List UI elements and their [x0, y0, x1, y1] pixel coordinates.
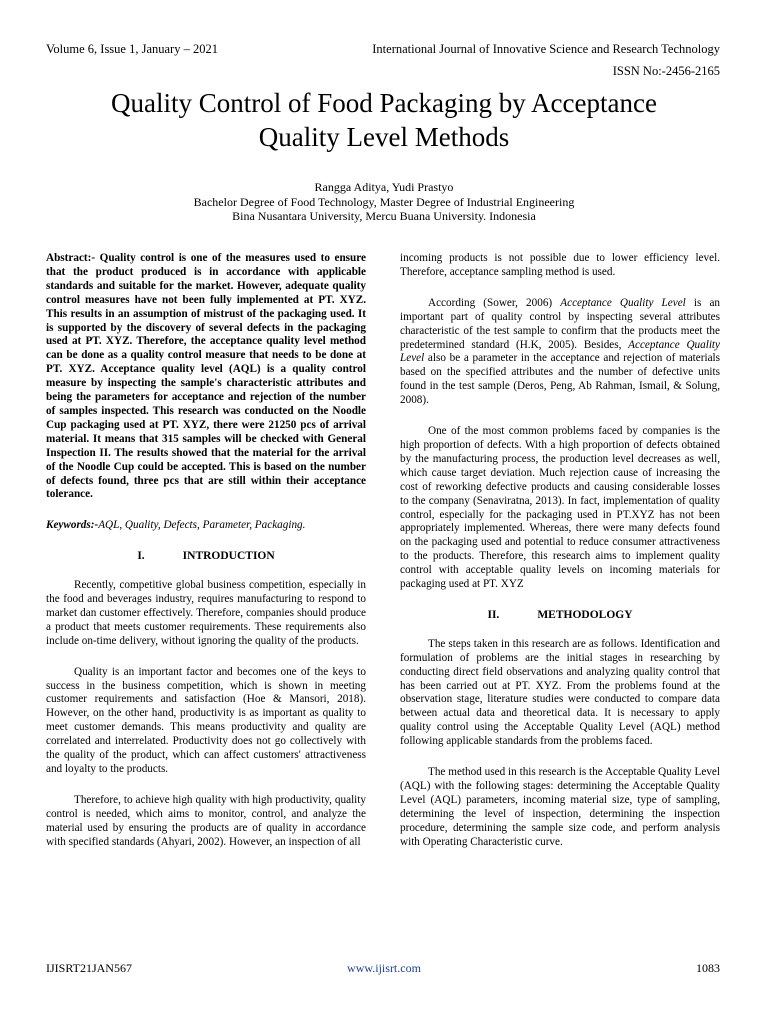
paragraph: Quality is an important factor and becomes one of the keys to success in the business competition, which is shown in meeting customer requirements and satisfaction (Hoe & Mansori, 2018). However, on the other hand, productivity is as important as quality to meet customer demands. This means productivity and quality are correlated and interrelated. Productivity does not go collectively with the quality of the product, which can affect customers' attractiveness and loyalty to the products.: [46, 665, 366, 775]
section-title: INTRODUCTION: [182, 550, 275, 563]
text-run: also be a parameter in the acceptance and rejection of materials based on the specified attributes and the number of defective units found in the test sample (Deros, Peng, Ab Rahman, Ismail, & Solung, 2008).: [400, 352, 720, 407]
text-run: According (Sower, 2006): [428, 296, 561, 309]
author-degrees: Bachelor Degree of Food Technology, Master Degree of Industrial Engineering: [193, 194, 575, 209]
journal-url-link[interactable]: www.ijisrt.com: [347, 961, 421, 975]
title-line: Quality Level Methods: [258, 122, 510, 152]
paragraph: incoming products is not possible due to lower efficiency level. Therefore, acceptance sampling method is used.: [400, 252, 720, 278]
right-column: [400, 252, 720, 867]
title-line: Quality Control of Food Packaging by Acceptance: [111, 88, 657, 118]
page-number: 1083: [696, 961, 720, 975]
keywords: [46, 519, 366, 533]
paragraph: The method used in this research is the Acceptable Quality Level (AQL) with the following stages: determining the Acceptable Quality Level (AQL) parameters, incoming material size, type of sampling, determining the level of inspection, determining the inspection procedure, determining the sample size code, and perform analysis with Operating Characteristic curve.: [400, 766, 720, 848]
section-heading-methodology: [400, 609, 720, 623]
keywords-label: Keywords:-: [46, 519, 99, 532]
author-names: Rangga Aditya, Yudi Prastyo: [314, 180, 454, 194]
text-run: is an important part of quality control by inspecting several attributes characteristic of the test sample to confirm that the products meet the predetermined standard (H.K, 2005). Besides,: [400, 296, 721, 351]
left-column: [46, 252, 366, 867]
journal-name: International Journal of Innovative Science and Research Technology: [372, 42, 720, 56]
section-title: METHODOLOGY: [537, 608, 633, 621]
author-block: [40, 180, 728, 224]
italic-term: Acceptance Quality Level: [400, 338, 720, 365]
section-number: I.: [137, 550, 145, 563]
paragraph: Therefore, to achieve high quality with high productivity, quality control is needed, which aims to monitor, control, and analyze the material used by ensuring the products are of quality in accordance with specified standards (Ahyari, 2002). However, an inspection of all: [46, 793, 366, 848]
paragraph: Recently, competitive global business competition, especially in the food and beverages industry, requires manufacturing to respond to market dan customer effectively. Therefore, companies should produce a product that meets customer requirements. These requirements also include on-time delivery, without ignoring the quality of the products.: [46, 579, 366, 647]
abstract: Abstract:- Quality control is one of the measures used to ensure that the product produced is in accordance with applicable standards and suitable for the market. However, adequate quality control measures have not been fully implemented at PT. XYZ. This results in an assumption of mistrust of the packaging used. It is supported by the discovery of several defects in the packaging used at PT. XYZ. Therefore, the acceptance quality level method can be done as a quality control measure that needs to be done at PT. XYZ. Acceptance quality level (AQL) is a quality control measure by inspecting the sample's characteristic attributes and being the parameters for acceptance and rejection of the number of samples inspected. This research was conducted on the Noodle Cup packaging used at PT. XYZ, there were 21250 pcs of arrival material. It means that 315 samples will be checked with General Inspection II. The results showed that the material for the arrival of the Noodle Cup could be accepted. This is based on the number of defects found, three pcs that are still within their acceptance tolerance.: [46, 252, 366, 501]
paper-title: [40, 86, 728, 154]
paper-code: IJISRT21JAN567: [46, 961, 132, 975]
issn: ISSN No:-2456-2165: [612, 64, 720, 78]
author-affiliation: Bina Nusantara University, Mercu Buana University. Indonesia: [232, 209, 536, 224]
paragraph: One of the most common problems faced by companies is the high proportion of defects. With a high proportion of defects obtained by the manufacturing process, the production level decreases as well, which cause target deviation. Much rejection cause of increasing the cost of reworking defective products and causing considerable losses to the company (Senaviratna, 2013). In fact, implementation of quality control, especially for the packaging used in PT.XYZ has not been appropriately implemented. Whereas, there were many defects found on the packaging used and potential to reduce consumer attractiveness to the products. Therefore, this research aims to implement quality control with acceptable quality levels on incoming materials for packaging used at PT. XYZ: [400, 425, 720, 591]
keywords-list: AQL, Quality, Defects, Parameter, Packaging.: [98, 519, 306, 532]
section-number: II.: [487, 608, 500, 621]
paragraph: The steps taken in this research are as follows. Identification and formulation of problems are the initial stages in researching by conducting direct field observations and analyzing quality control that has been carried out at PT. XYZ. From the problems found at the observation stage, literature studies were conducted to compare data between actual data and theoretical data. It is necessary to apply quality control using the Acceptable Quality Level (AQL) method following applicable standards from the problems faced.: [400, 637, 720, 748]
section-heading-introduction: [46, 550, 366, 564]
volume-info: Volume 6, Issue 1, January – 2021: [46, 42, 218, 56]
paragraph: [400, 297, 720, 408]
italic-term: Acceptance Quality Level: [560, 296, 686, 309]
